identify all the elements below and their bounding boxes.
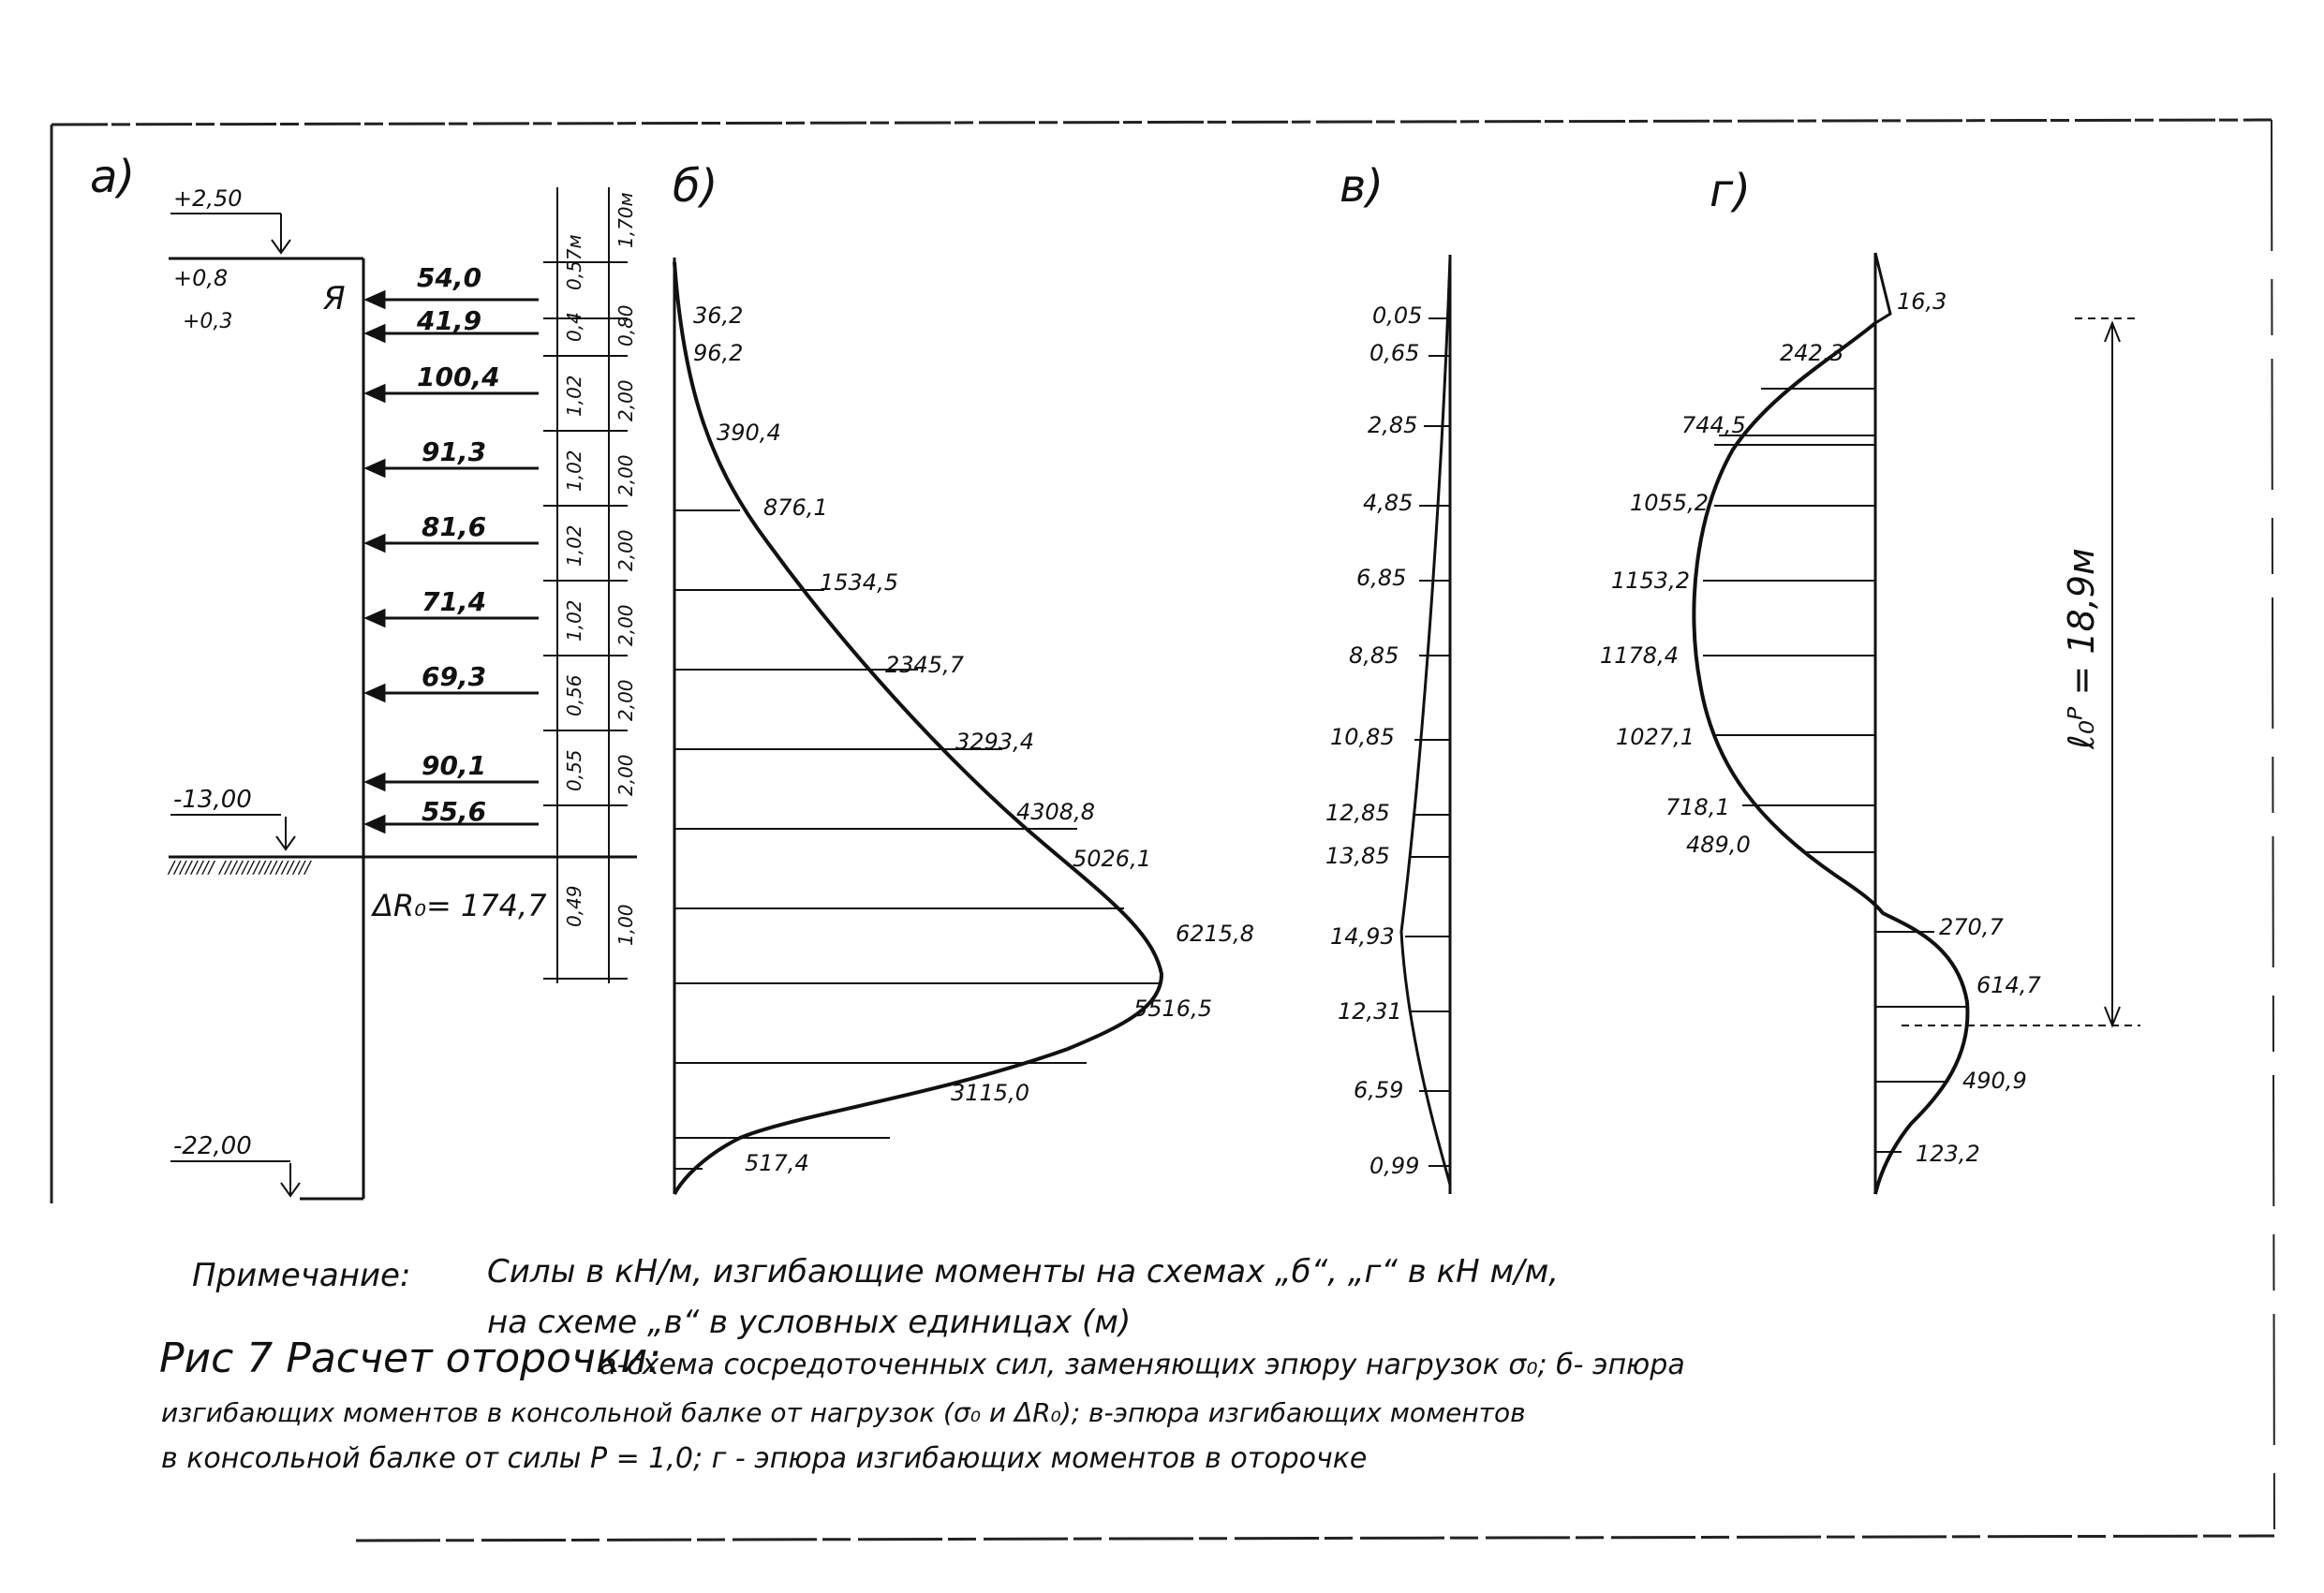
panel-label-v: в) bbox=[1340, 160, 1384, 213]
v-value: 14,93 bbox=[1330, 923, 1395, 950]
force-3: 100,4 bbox=[417, 361, 500, 392]
panel-v-moment-diagram bbox=[1325, 255, 1450, 1194]
spacing-4: 2,00 bbox=[614, 454, 637, 496]
g-value: 490,9 bbox=[1962, 1068, 2027, 1094]
spacing-9: 1,00 bbox=[614, 904, 637, 946]
elevation-22: -22,00 bbox=[173, 1132, 252, 1160]
lever-3: 1,02 bbox=[563, 375, 585, 417]
panel-b-hatch bbox=[674, 510, 1162, 1169]
spacing-labels bbox=[614, 192, 637, 946]
force-4: 91,3 bbox=[422, 436, 487, 467]
v-value: 8,85 bbox=[1349, 642, 1399, 669]
figure-title: Рис 7 Расчет оторочки: bbox=[159, 1335, 661, 1382]
delta-r-label: ΔR₀= 174,7 bbox=[373, 888, 547, 923]
g-value: 614,7 bbox=[1976, 972, 2041, 998]
v-value: 0,99 bbox=[1369, 1153, 1420, 1179]
panel-g-top-spike bbox=[1875, 253, 1890, 323]
lever-5: 1,02 bbox=[563, 524, 585, 567]
b-value: 5516,5 bbox=[1133, 996, 1212, 1022]
b-value: 96,2 bbox=[693, 340, 744, 366]
g-value: 489,0 bbox=[1686, 832, 1751, 858]
force-9: 55,6 bbox=[422, 796, 487, 827]
caption-line-3: в консольной балке от силы P = 1,0; г - эпюра изгибающих моментов в оторочке bbox=[161, 1442, 1368, 1475]
panel-g-values bbox=[1600, 288, 2041, 1167]
panel-b-values bbox=[693, 302, 1254, 1176]
b-value: 876,1 bbox=[763, 494, 828, 521]
lever-1: 0,57м bbox=[563, 234, 585, 290]
spacing-7: 2,00 bbox=[614, 679, 637, 721]
lever-4: 1,02 bbox=[563, 450, 585, 492]
panel-g-length-dimension bbox=[1902, 318, 2140, 1025]
b-value: 1534,5 bbox=[820, 569, 898, 596]
panel-v-curve bbox=[1401, 258, 1450, 1185]
lever-6: 1,02 bbox=[563, 599, 585, 642]
g-value: 744,5 bbox=[1681, 412, 1746, 438]
v-value: 12,85 bbox=[1325, 800, 1390, 826]
lever-7: 0,56 bbox=[563, 674, 585, 716]
v-value: 2,85 bbox=[1368, 412, 1418, 438]
elevation-top: +2,50 bbox=[173, 185, 243, 212]
panel-v-ticks bbox=[1405, 318, 1450, 1166]
g-value: 270,7 bbox=[1939, 914, 2004, 940]
elevation-13: -13,00 bbox=[173, 786, 252, 814]
lever-8: 0,55 bbox=[563, 749, 585, 791]
anchor-label: Я bbox=[323, 280, 346, 317]
g-value: 16,3 bbox=[1897, 288, 1947, 315]
panel-g-moment-diagram bbox=[1600, 253, 2140, 1194]
ground-hatch: //////// //////////////// bbox=[169, 858, 311, 878]
panel-b-curve bbox=[674, 262, 1162, 1194]
note-label: Примечание: bbox=[192, 1257, 411, 1294]
g-value: 1055,2 bbox=[1630, 490, 1709, 516]
v-value: 0,65 bbox=[1369, 340, 1420, 366]
g-value: 242,3 bbox=[1780, 340, 1844, 366]
panel-label-a: а) bbox=[90, 151, 136, 203]
spacing-1: 1,70м bbox=[614, 192, 637, 248]
note-line-2: на схеме „в“ в условных единицах (м) bbox=[487, 1304, 1132, 1341]
lever-2: 0,4 bbox=[563, 312, 585, 342]
length-label: ℓ₀ᴾ = 18,9м bbox=[2061, 548, 2102, 749]
note-line-1: Силы в кН/м, изгибающие моменты на схемах „б“, „г“ в кН м/м, bbox=[487, 1253, 1560, 1291]
b-value: 390,4 bbox=[717, 420, 781, 446]
g-value: 1178,4 bbox=[1600, 642, 1679, 669]
b-value: 3115,0 bbox=[951, 1080, 1029, 1106]
g-value: 1027,1 bbox=[1616, 724, 1695, 750]
panel-g-hatch bbox=[1703, 389, 1967, 1152]
g-value: 123,2 bbox=[1916, 1141, 1980, 1167]
v-value: 6,85 bbox=[1356, 565, 1407, 591]
v-value: 0,05 bbox=[1372, 302, 1423, 329]
lever-9: 0,49 bbox=[563, 885, 585, 927]
v-value: 13,85 bbox=[1325, 843, 1390, 869]
force-2: 41,9 bbox=[417, 305, 482, 336]
v-value: 4,85 bbox=[1363, 490, 1414, 516]
force-7: 69,3 bbox=[422, 661, 487, 692]
b-value: 6215,8 bbox=[1176, 921, 1254, 947]
b-value: 3293,4 bbox=[955, 729, 1034, 755]
b-value: 4308,8 bbox=[1016, 799, 1095, 825]
b-value: 5026,1 bbox=[1073, 846, 1151, 872]
caption-line-2: изгибающих моментов в консольной балке от нагрузок (σ₀ и ΔR₀); в-эпюра изгибающих моментов bbox=[161, 1397, 1526, 1428]
g-value: 1153,2 bbox=[1611, 568, 1690, 594]
v-value: 6,59 bbox=[1354, 1077, 1404, 1103]
panel-a-scheme bbox=[167, 185, 637, 1199]
v-value: 10,85 bbox=[1330, 724, 1395, 750]
v-value: 12,31 bbox=[1338, 998, 1402, 1025]
panel-v-values bbox=[1325, 302, 1422, 1179]
spacing-6: 2,00 bbox=[614, 604, 637, 646]
panel-label-b: б) bbox=[673, 160, 718, 213]
spacing-8: 2,00 bbox=[614, 754, 637, 796]
g-value: 718,1 bbox=[1665, 794, 1730, 820]
b-value: 36,2 bbox=[693, 302, 744, 329]
force-8: 90,1 bbox=[422, 750, 487, 781]
force-5: 81,6 bbox=[422, 511, 487, 542]
elevation-2: +0,8 bbox=[173, 265, 229, 291]
caption-line-1: а-схема сосредоточенных сил, заменяющих эпюру нагрузок σ₀; б- эпюра bbox=[600, 1349, 1685, 1381]
elevation-3: +0,3 bbox=[183, 310, 233, 333]
panel-g-curve bbox=[1694, 323, 1967, 1194]
b-value: 2345,7 bbox=[885, 652, 964, 678]
panel-b-moment-diagram bbox=[674, 258, 1254, 1194]
force-1: 54,0 bbox=[417, 262, 482, 293]
spacing-3: 2,00 bbox=[614, 379, 637, 421]
panel-label-g: г) bbox=[1710, 165, 1751, 217]
spacing-2: 0,80 bbox=[614, 304, 637, 347]
b-value: 517,4 bbox=[745, 1150, 809, 1176]
spacing-5: 2,00 bbox=[614, 529, 637, 571]
force-6: 71,4 bbox=[422, 586, 487, 617]
